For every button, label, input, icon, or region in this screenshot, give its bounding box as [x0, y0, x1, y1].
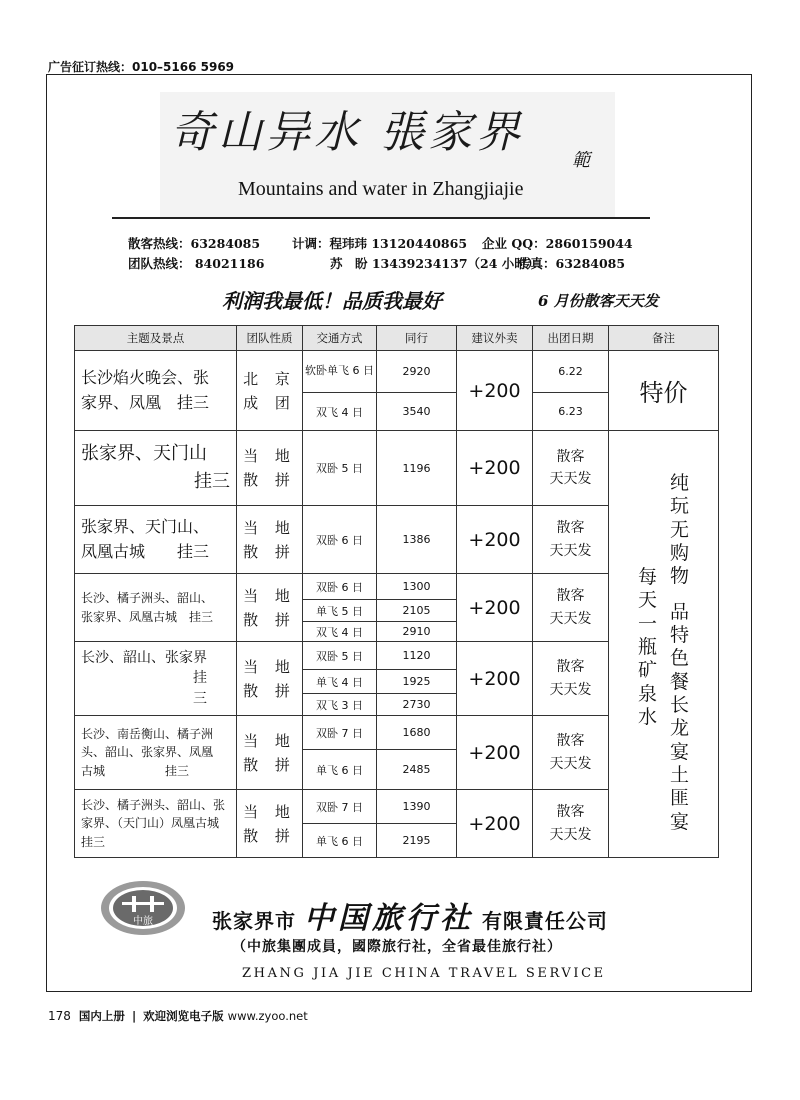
company-logo-icon	[100, 880, 186, 936]
header-extra: 建议外卖	[457, 326, 533, 351]
logo-text: 中旅	[133, 916, 153, 927]
transport-cell: 双卧 6 日	[303, 506, 377, 574]
extra-cell: +200	[457, 431, 533, 506]
header-note: 备注	[609, 326, 719, 351]
calligraphy-title: 奇山异水 張家界	[170, 107, 524, 158]
group-line: 当 地	[243, 447, 296, 465]
date-cell	[533, 790, 609, 858]
group-line: 散 拼	[243, 610, 296, 629]
divider	[112, 217, 650, 219]
scenic-line: 家界、凤凰 挂三	[81, 392, 210, 412]
company-name	[212, 893, 608, 937]
contact-group-hotline: 团队热线： 84021186	[128, 256, 265, 271]
group-cell	[237, 716, 303, 790]
price-cell: 1386	[377, 506, 457, 574]
company-logo	[100, 880, 186, 936]
scenic-line: 挂三	[81, 834, 106, 849]
transport-cell: 单飞 5 日	[303, 600, 377, 622]
group-cell	[237, 642, 303, 716]
group-line: 成 团	[243, 393, 296, 412]
group-line: 当 地	[243, 802, 296, 821]
date-line: 散客	[556, 804, 585, 821]
scenic-line: 长沙、韶山、张家界	[81, 650, 207, 667]
price-cell: 1925	[377, 670, 457, 694]
price-cell: 1300	[377, 574, 457, 600]
date-line: 天天发	[549, 471, 592, 487]
transport-cell: 双卧 7 日	[303, 790, 377, 824]
group-cell	[237, 506, 303, 574]
scenic-cell	[75, 574, 237, 642]
footer	[48, 1008, 308, 1024]
scenic-cell	[75, 506, 237, 574]
slogan-sub: 6 月份散客天天发	[538, 292, 659, 310]
group-line: 散 拼	[243, 681, 296, 700]
group-cell	[237, 790, 303, 858]
date-cell	[533, 574, 609, 642]
table-row	[75, 351, 719, 393]
scenic-line: 家界、（天门山）凤凰古城	[81, 816, 220, 831]
footer-separator: |	[131, 1009, 137, 1023]
scenic-line: 张家界、凤凰古城 挂三	[81, 609, 214, 624]
date-line: 散客	[556, 520, 585, 537]
header-scenic: 主题及景点	[75, 326, 237, 351]
table-row	[75, 431, 719, 506]
scenic-line: 长沙、南岳衡山、橘子洲	[81, 726, 214, 741]
date-cell	[533, 431, 609, 506]
footer-section: 国内上册	[78, 1009, 125, 1023]
english-title: Mountains and water in Zhangjiajie	[238, 178, 524, 200]
price-cell: 2730	[377, 694, 457, 716]
group-cell	[237, 351, 303, 431]
group-line: 散 拼	[243, 471, 296, 489]
scenic-cell	[75, 642, 237, 716]
note-vertical-left: 每天一瓶矿泉水	[637, 565, 657, 728]
scenic-line: 长沙、橘子洲头、韶山、张	[81, 797, 226, 812]
scenic-cell	[75, 716, 237, 790]
company-name-prefix: 张家界市	[212, 909, 296, 933]
transport-cell: 单飞 4 日	[303, 670, 377, 694]
price-cell: 1196	[377, 431, 457, 506]
date-cell	[533, 642, 609, 716]
price-cell: 1680	[377, 716, 457, 750]
date-line: 天天发	[549, 681, 592, 698]
transport-cell: 双飞 4 日	[303, 393, 377, 431]
price-cell: 2195	[377, 824, 457, 858]
group-line: 散 拼	[243, 755, 296, 774]
date-line: 散客	[556, 733, 585, 750]
scenic-line: 张家界、天门山、	[81, 516, 210, 536]
extra-cell: +200	[457, 642, 533, 716]
note-vertical-cell	[609, 431, 719, 858]
extra-cell: +200	[457, 716, 533, 790]
scenic-line: 挂三	[194, 471, 230, 492]
group-line: 当 地	[243, 657, 296, 676]
scenic-line: 三	[193, 690, 207, 707]
transport-cell: 双卧 6 日	[303, 574, 377, 600]
company-english: ZHANG JIA JIE CHINA TRAVEL SERVICE	[242, 966, 606, 981]
contact-qq: 企业 QQ：2860159044	[482, 236, 633, 251]
date-line: 天天发	[549, 826, 592, 843]
date-cell: 6.23	[533, 393, 609, 431]
transport-cell: 双飞 4 日	[303, 622, 377, 642]
note-special: 特价	[609, 351, 719, 431]
contact-planner: 计调：程玮玮 13120440865	[292, 236, 468, 251]
extra-cell: +200	[457, 506, 533, 574]
group-line: 当 地	[243, 518, 296, 537]
contact-retail-hotline: 散客热线：63284085	[128, 236, 261, 251]
price-cell: 1390	[377, 790, 457, 824]
date-line: 散客	[556, 448, 585, 465]
group-line: 北 京	[243, 369, 296, 388]
page-number: 178	[48, 1009, 71, 1023]
note-vertical-right-top: 纯玩无购物	[669, 471, 689, 588]
footer-text: 欢迎浏览电子版	[143, 1009, 224, 1023]
price-cell: 2920	[377, 351, 457, 393]
contact-fax: 传真：63284085	[518, 256, 626, 271]
extra-cell: +200	[457, 574, 533, 642]
group-cell	[237, 431, 303, 506]
company-name-suffix: 有限責任公司	[481, 909, 608, 933]
price-cell: 2910	[377, 622, 457, 642]
scenic-line: 挂	[193, 670, 207, 687]
note-vertical-right-bottom: 品特色餐 长龙宴 土匪宴	[669, 600, 689, 833]
group-line: 散 拼	[243, 826, 296, 845]
company-name-main: 中国旅行社	[303, 901, 474, 936]
header-group: 团队性质	[237, 326, 303, 351]
scenic-line: 张家界、天门山	[81, 443, 207, 465]
group-line: 当 地	[243, 731, 296, 750]
group-cell	[237, 574, 303, 642]
date-cell: 6.22	[533, 351, 609, 393]
group-line: 当 地	[243, 586, 296, 605]
group-line: 散 拼	[243, 542, 296, 561]
date-line: 散客	[556, 588, 585, 605]
contact-su-pan: 苏 盼 13439234137（24 小时）	[330, 256, 540, 271]
transport-cell: 双卧 5 日	[303, 431, 377, 506]
calligraphy-signature: 範	[572, 150, 590, 171]
scenic-cell	[75, 431, 237, 506]
price-cell: 3540	[377, 393, 457, 431]
route-table	[74, 325, 719, 858]
header-transport: 交通方式	[303, 326, 377, 351]
price-cell: 2485	[377, 750, 457, 790]
extra-cell: +200	[457, 351, 533, 431]
price-cell: 1120	[377, 642, 457, 670]
transport-cell: 单飞 6 日	[303, 824, 377, 858]
scenic-line: 古城 挂三	[81, 763, 190, 778]
scenic-line: 长沙、橘子洲头、韶山、	[81, 590, 214, 605]
advert-hotline: 广告征订热线：010–5166 5969	[48, 60, 235, 74]
date-line: 散客	[556, 659, 585, 676]
date-line: 天天发	[549, 610, 592, 627]
header-date: 出团日期	[533, 326, 609, 351]
header-price: 同行	[377, 326, 457, 351]
transport-cell: 双卧 7 日	[303, 716, 377, 750]
company-subtitle: （中旅集團成員，國際旅行社，全省最佳旅行社）	[232, 939, 562, 955]
scenic-cell	[75, 790, 237, 858]
date-line: 天天发	[549, 542, 592, 559]
extra-cell: +200	[457, 790, 533, 858]
footer-link[interactable]: www.zyoo.net	[227, 1009, 308, 1023]
transport-cell: 双卧 5 日	[303, 642, 377, 670]
scenic-line: 长沙焰火晚会、张	[81, 367, 210, 387]
scenic-line: 凤凰古城 挂三	[81, 541, 210, 561]
date-cell	[533, 506, 609, 574]
table-header-row	[75, 326, 719, 351]
transport-cell: 双飞 3 日	[303, 694, 377, 716]
date-cell	[533, 716, 609, 790]
transport-cell: 软卧单飞 6 日	[303, 351, 377, 393]
price-cell: 2105	[377, 600, 457, 622]
scenic-line: 头、韶山、张家界、凤凰	[81, 745, 214, 760]
slogan: 利润我最低！品质我最好	[222, 289, 442, 313]
scenic-cell	[75, 351, 237, 431]
transport-cell: 单飞 6 日	[303, 750, 377, 790]
date-line: 天天发	[549, 755, 592, 772]
